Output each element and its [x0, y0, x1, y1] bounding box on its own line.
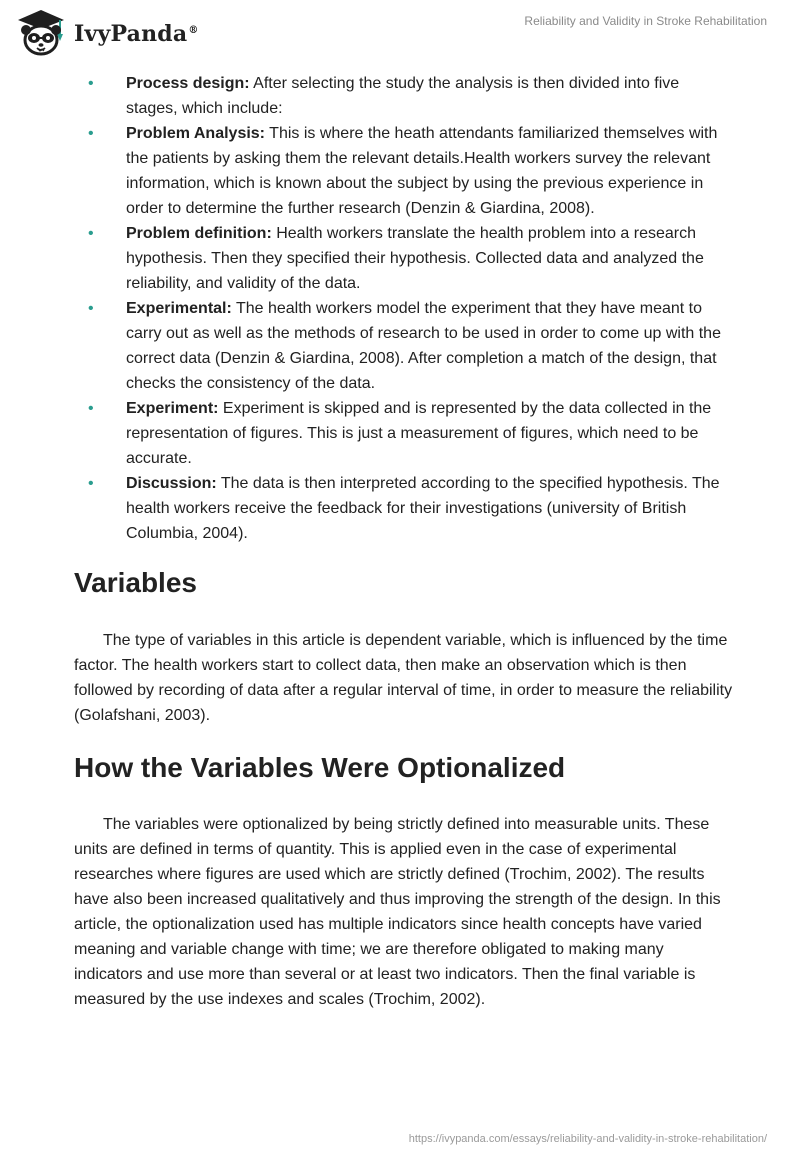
list-item — [74, 396, 734, 471]
source-url-link[interactable]: https://ivypanda.com/essays/reliability-and-validity-in-stroke-rehabilitation/ — [408, 1133, 767, 1145]
document-title: Reliability and Validity in Stroke Rehabilitation — [524, 14, 767, 28]
article-body — [74, 71, 734, 1012]
panda-graduate-icon — [14, 8, 68, 56]
section-heading-optionalized: How the Variables Were Optionalized — [74, 752, 566, 783]
registered-mark: ® — [188, 24, 199, 36]
brand-logo[interactable] — [14, 8, 199, 56]
list-item-text: After selecting the study the analysis is then divided into five stages, which include: — [126, 75, 680, 117]
list-item-text: This is where the heath attendants familiarized themselves with the patients by asking them the relevant details.Health workers survey the relevant information, which is known about the subject by using the previous experience in order to determine the further research (Denzin & Giardina, 2008). — [126, 125, 718, 217]
bullet-icon: • — [88, 300, 94, 317]
list-item-term: Discussion: — [126, 475, 217, 492]
list-item-term: Experimental: — [126, 300, 232, 317]
bullet-icon: • — [88, 125, 94, 142]
section-paragraph-variables: The type of variables in this article is dependent variable, which is influenced by the time factor. The health workers start to collect data, then make an observation which is then followed by recording of data after a regular interval of time, in order to measure the reliability (Golafshani, 2003). — [74, 632, 733, 724]
page-header — [0, 0, 800, 60]
list-item — [74, 296, 734, 396]
list-item-text: Health workers translate the health problem into a research hypothesis. Then they specified their hypothesis. Collected data and analyzed the reliability, and validity of the data. — [126, 225, 704, 292]
section-heading-variables: Variables — [74, 567, 197, 598]
list-item — [74, 221, 734, 296]
list-item-text: The data is then interpreted according to the specified hypothesis. The health workers receive the feedback for their investigations (university of British Columbia, 2004). — [126, 475, 720, 542]
list-item-text: The health workers model the experiment that they have meant to carry out as well as the methods of research to be used in order to come up with the correct data (Denzin & Giardina, 2008). After completion a match of the design, that checks the consistency of the data. — [126, 300, 721, 392]
bullet-icon: • — [88, 400, 94, 417]
list-item — [74, 71, 734, 121]
bullet-icon: • — [88, 225, 94, 242]
list-item — [74, 121, 734, 221]
bullet-icon: • — [88, 75, 94, 92]
stages-list — [74, 71, 734, 546]
brand-name: IvyPanda® — [74, 21, 199, 47]
list-item — [74, 471, 734, 546]
list-item-term: Process design: — [126, 75, 250, 92]
list-item-text: Experiment is skipped and is represented by the data collected in the representation of figures. This is just a measurement of figures, which need to be accurate. — [126, 400, 712, 467]
list-item-term: Problem definition: — [126, 225, 272, 242]
section-paragraph-optionalized: The variables were optionalized by being strictly defined into measurable units. These units are defined in terms of quantity. This is applied even in the case of experimental researches where figures are used which are strictly defined (Trochim, 2002). The results have also been increased qualitatively and thus improving the strength of the design. In this article, the optionalization used has multiple indicators since health concepts have varied meaning and variable change with time; we are therefore obligated to making many indicators and use more than several or at least two indicators. Then the final variable is measured by the use indexes and scales (Trochim, 2002). — [74, 816, 721, 1008]
bullet-icon: • — [88, 475, 94, 492]
list-item-term: Problem Analysis: — [126, 125, 266, 142]
list-item-term: Experiment: — [126, 400, 219, 417]
